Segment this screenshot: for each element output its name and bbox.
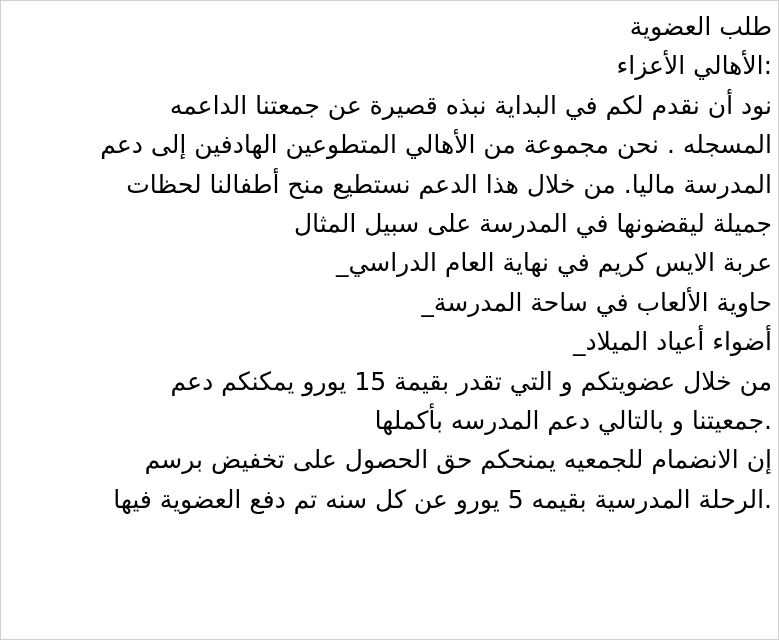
list-item: أضواء أعياد الميلاد_ bbox=[573, 327, 772, 357]
document-body bbox=[7, 7, 772, 519]
list-item: حاوية الألعاب في ساحة المدرسة_ bbox=[421, 287, 772, 317]
greeting-line: :الأهالي الأعزاء bbox=[616, 51, 772, 81]
body-line: جميلة ليقضونها في المدرسة على سبيل المثال bbox=[293, 209, 772, 239]
body-line: من خلال عضويتكم و التي تقدر بقيمة 15 يورو يمكنكم دعم bbox=[170, 366, 772, 396]
body-line: نود أن نقدم لكم في البداية نبذه قصيرة عن جمعتنا الداعمه bbox=[169, 90, 772, 120]
document-title: طلب العضوية bbox=[629, 12, 772, 41]
body-line: .جمعيتنا و بالتالي دعم المدرسه بأكملها bbox=[374, 406, 772, 436]
list-item: عربة الايس كريم في نهاية العام الدراسي_ bbox=[335, 248, 772, 278]
body-line: .الرحلة المدرسية بقيمه 5 يورو عن كل سنه تم دفع العضوية فيها bbox=[113, 484, 772, 514]
body-line: المدرسة ماليا. من خلال هذا الدعم نستطيع منح أطفالنا لحظات bbox=[126, 169, 772, 199]
body-line: إن الانضمام للجمعيه يمنحكم حق الحصول على تخفيض برسم bbox=[144, 445, 772, 475]
body-line: المسجله . نحن مجموعة من الأهالي المتطوعين الهادفين إلى دعم bbox=[100, 130, 772, 160]
